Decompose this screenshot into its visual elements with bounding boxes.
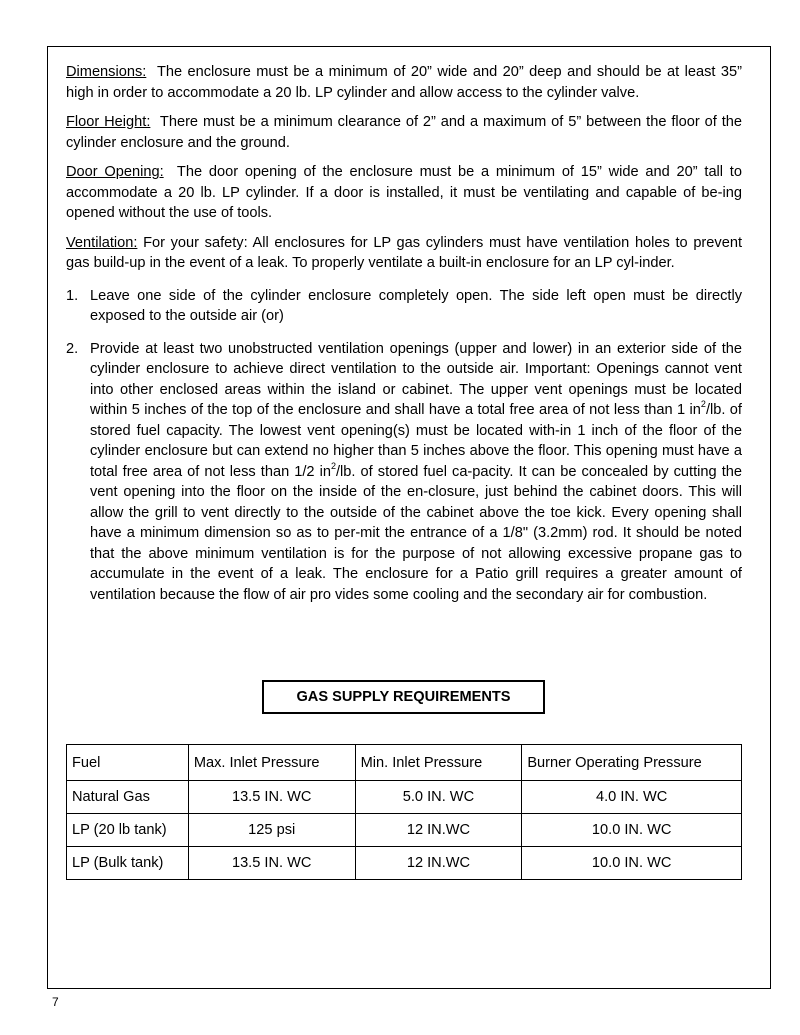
table-row [67,814,742,847]
table-row [67,847,742,880]
list-item-number: 2. [66,340,79,357]
table-cell: LP (20 lb tank) [67,814,189,847]
list-item-text-part3: /lb. of stored fuel ca-pacity. It can be concealed by cutting the vent opening into the floor on the inside of the en-closure, just behind the cabinet doors. This will allow the grill to vent directly to the outside of the cabinet above the toe kick. Every opening shall have a minimum dimension so as to per-mit the entrance of a 1/8" (3.2mm) rod. It should be noted that the above minimum ventilation is for the purpose of not allowing excessive propane gas to accumulate in the event of a leak. The enclosure for a Patio grill requires a greater amount of ventilation because the flow of air pro vides some cooling and the secondary air for combustion. [90,463,742,603]
table-header-cell: Fuel [67,745,189,781]
table-cell: 10.0 IN. WC [522,814,742,847]
door-opening-text: The door opening of the enclosure must be a minimum of 15” wide and 20” tall to accommodate a 20 lb. LP cylinder. If a door is installed, it must be ventilating and capable of be-ing opened without the use of tools. [66,164,742,221]
table-cell: 4.0 IN. WC [522,781,742,814]
table-header-row [67,745,742,781]
floor-height-heading: Floor Height: [66,114,151,130]
table-cell: LP (Bulk tank) [67,847,189,880]
table-cell: 10.0 IN. WC [522,847,742,880]
dimensions-heading: Dimensions: [66,64,147,80]
gas-supply-title: GAS SUPPLY REQUIREMENTS [262,680,545,714]
door-opening-heading: Door Opening: [66,164,164,180]
table-cell: 12 IN.WC [355,814,522,847]
dimensions-text: The enclosure must be a minimum of 20” wide and 20” deep and should be at least 35” high in order to accommodate a 20 lb. LP cylinder and allow access to the cylinder valve. [66,64,742,101]
superscript: 2 [700,399,706,410]
table-cell: 13.5 IN. WC [188,781,355,814]
table-cell: 12 IN.WC [355,847,522,880]
page-number: 7 [52,995,59,1009]
floor-height-paragraph [66,112,742,153]
table-cell: 5.0 IN. WC [355,781,522,814]
list-item [66,339,742,606]
table-header-cell: Max. Inlet Pressure [188,745,355,781]
table-header-cell: Burner Operating Pressure [522,745,742,781]
ventilation-text: For your safety: All enclosures for LP gas cylinders must have ventilation holes to prevent gas build-up in the event of a leak. To properly ventilate a built-in enclosure for an LP cyl-inder. [66,234,742,271]
ventilation-options-list [66,286,742,606]
document-body [66,62,742,617]
table-header-cell: Min. Inlet Pressure [355,745,522,781]
list-item-text-part2: /lb. of stored fuel capacity. The lowest vent opening(s) must be located with-in 1 inch of the floor of the cylinder enclosure but can extend no higher than 5 inches above the floor. This opening must have a total free area of not less than 1/2 in [90,402,742,480]
table-cell: 125 psi [188,814,355,847]
gas-supply-table [66,744,742,880]
floor-height-text: There must be a minimum clearance of 2” and a maximum of 5” between the floor of the cylinder enclosure and the ground. [66,114,742,151]
list-item-text-part1: Provide at least two unobstructed ventilation openings (upper and lower) in an exterior side of the cylinder enclosure to achieve direct ventilation to the outside air. Important: Openings cannot vent into other enclosed areas within the island or cabinet. The upper vent openings must be located within 5 inches of the top of the enclosure and shall have a total free area of not less than 1 in [90,340,742,418]
ventilation-paragraph [66,233,742,274]
table-cell: 13.5 IN. WC [188,847,355,880]
list-item-text: Leave one side of the cylinder enclosure completely open. The side left open must be directly exposed to the outside air (or) [90,287,742,324]
list-item [66,286,742,327]
table-row [67,781,742,814]
dimensions-paragraph [66,62,742,103]
door-opening-paragraph [66,162,742,224]
list-item-number: 1. [66,287,79,304]
table-cell: Natural Gas [67,781,189,814]
superscript: 2 [330,460,336,471]
ventilation-heading: Ventilation: [66,234,138,251]
